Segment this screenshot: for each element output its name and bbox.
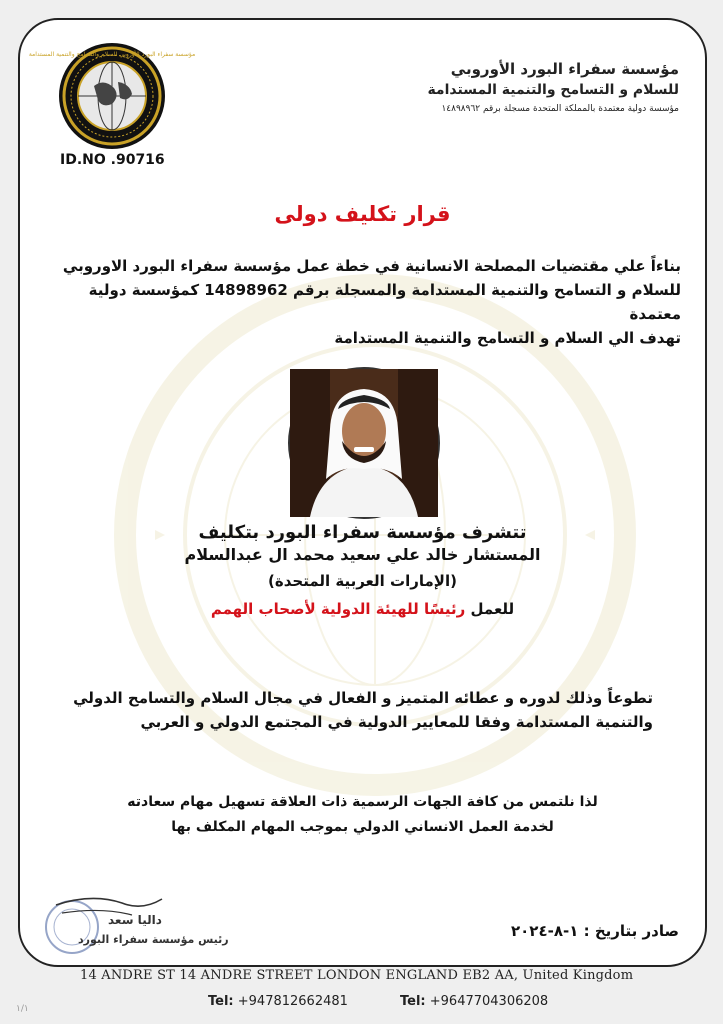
intro-line: للسلام و التسامح والتنمية المستدامة والمسجلة برقم 14898962 كمؤسسة دولية معتمدة (88, 281, 681, 323)
svg-text:مؤسسة سفراء البورد الأوروبي لل: مؤسسة سفراء البورد الأوروبي للسلام والتسامح والتنمية المستدامة (28, 51, 196, 58)
volunteer-paragraph (53, 686, 653, 734)
honoree-role-line (20, 600, 705, 618)
intro-line: تهدف الي السلام و التسامح والتنمية المستدامة (334, 329, 681, 347)
honor-statement: تتشرف مؤسسة سفراء البورد بتكليف (198, 522, 527, 543)
phone-number: +947812662481 (237, 994, 348, 1009)
page-number: ١/١ (16, 1004, 29, 1014)
phone-number: +9647704306208 (429, 994, 549, 1009)
portrait-illustration (290, 369, 438, 517)
org-registration: مؤسسة دولية معتمدة بالمملكة المتحدة مسجلة برقم ١٤٨٩٨٩٦٢ (441, 104, 679, 114)
signatory-title: رئيس مؤسسة سفراء البورد (78, 933, 229, 946)
request-paragraph (20, 790, 705, 840)
footer-address: 14 ANDRE ST 14 ANDRE STREET LONDON ENGLAND EB2 AA, United Kingdom (80, 968, 634, 983)
tel-label: Tel: (208, 994, 234, 1009)
org-tagline: للسلام و التسامح والتنمية المستدامة (427, 82, 679, 98)
request-line: لخدمة العمل الانساني الدولي بموجب المهام المكلف بها (171, 819, 554, 835)
request-line: لذا نلتمس من كافة الجهات الرسمية ذات العلاقة تسهيل مهام سعادته (127, 794, 598, 810)
volunteer-line: تطوعاً وذلك لدوره و عطائه المتميز و الفعال في مجال السلام والتسامح الدولي (73, 689, 653, 707)
intro-line: بناءاً علي مقتضيات المصلحة الانسانية في خطة عمل مؤسسة سفراء البورد الاوروبي (62, 257, 681, 275)
intro-paragraph (41, 254, 681, 350)
issue-date: صادر بتاريخ : ١-٨-٢٠٢٤ (511, 922, 679, 940)
honoree-role: رئيسًا للهيئة الدولية لأصحاب الهمم (210, 600, 466, 618)
work-prefix: للعمل (470, 600, 515, 618)
org-name: مؤسسة سفراء البورد الأوروبي (450, 60, 679, 78)
tel-label: Tel: (400, 994, 426, 1009)
honor-section (20, 522, 705, 618)
organization-header (359, 60, 679, 114)
document-title: قرار تكليف دولى (274, 202, 451, 226)
organization-logo (28, 42, 196, 150)
footer-phone-1 (208, 994, 348, 1009)
portrait-photo (288, 367, 440, 519)
certificate-page (18, 18, 707, 967)
footer-phone-2 (400, 994, 548, 1009)
honoree-name: المستشار خالد علي سعيد محمد ال عبدالسلام (184, 545, 541, 564)
volunteer-line: والتنمية المستدامة وفقا للمعايير الدولية في المجتمع الدولي و العربي (140, 713, 653, 731)
signatory-name: داليا سعد (108, 913, 162, 927)
id-number: ID.NO .90716 (60, 152, 165, 168)
honoree-country: (الإمارات العربية المتحدة) (268, 572, 457, 590)
